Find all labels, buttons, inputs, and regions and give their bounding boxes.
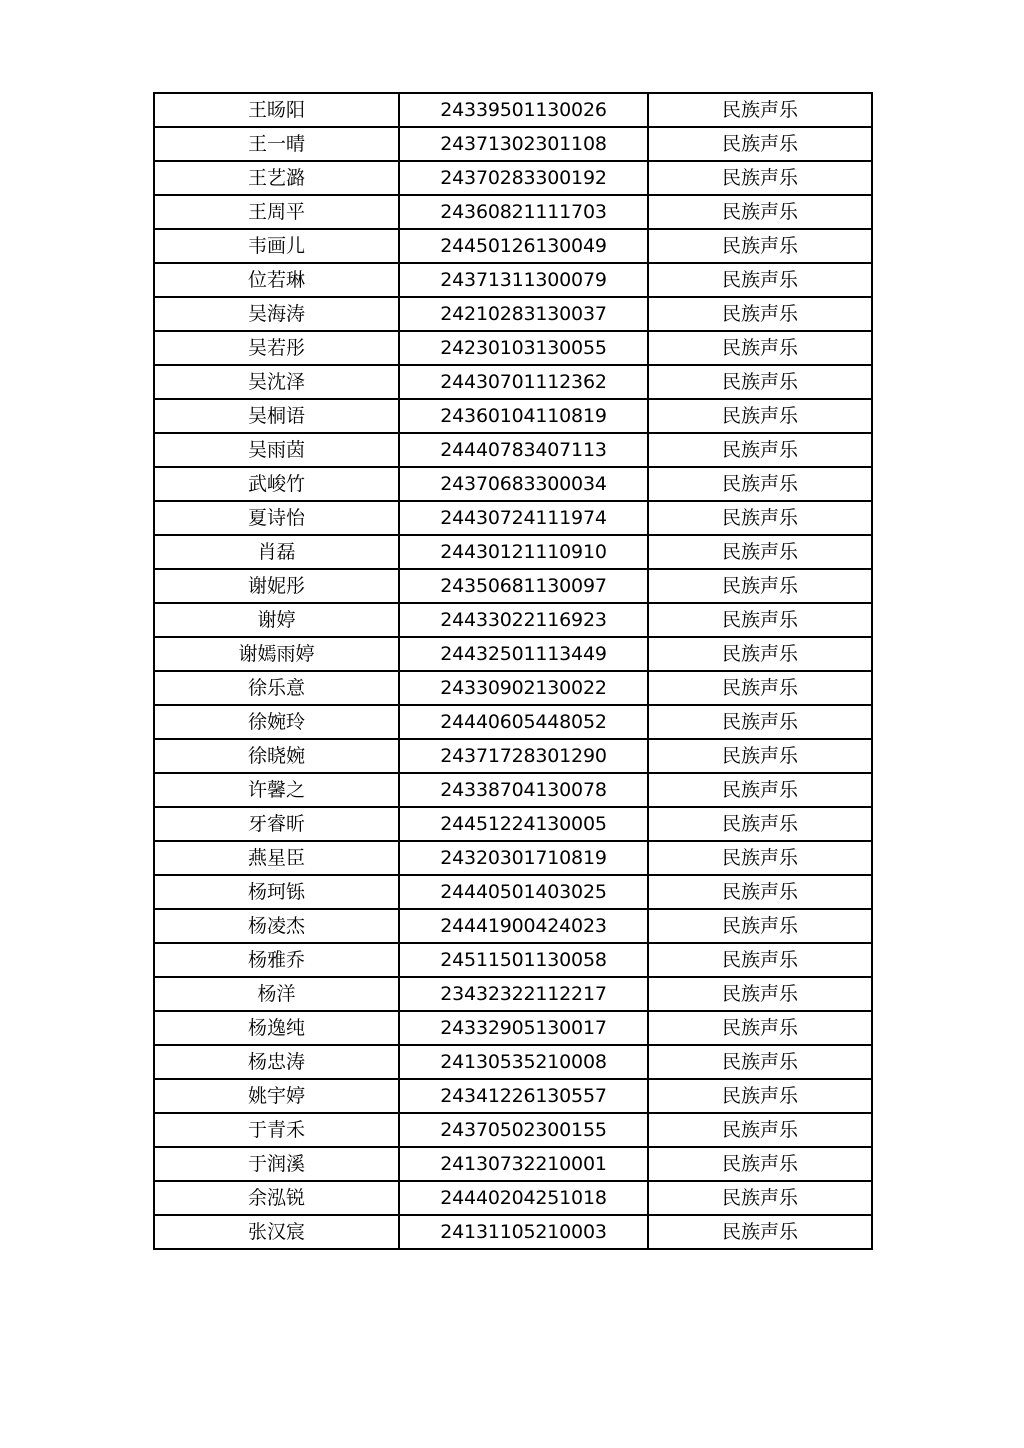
category-cell: 民族声乐 [648,433,872,467]
category-cell: 民族声乐 [648,365,872,399]
name-cell: 徐晓婉 [154,739,399,773]
exam-number-cell: 24330902130022 [399,671,648,705]
table-row [154,875,872,909]
category-cell: 民族声乐 [648,807,872,841]
category-cell: 民族声乐 [648,705,872,739]
table-row [154,773,872,807]
table-row [154,331,872,365]
category-cell: 民族声乐 [648,93,872,127]
category-cell: 民族声乐 [648,1215,872,1249]
table-row [154,535,872,569]
exam-number-cell: 24430724111974 [399,501,648,535]
category-cell: 民族声乐 [648,773,872,807]
category-cell: 民族声乐 [648,467,872,501]
table-row [154,399,872,433]
exam-number-cell: 24440501403025 [399,875,648,909]
table-row [154,433,872,467]
table-row [154,297,872,331]
exam-number-cell: 24433022116923 [399,603,648,637]
name-cell: 吴若彤 [154,331,399,365]
name-cell: 吴桐语 [154,399,399,433]
table-row [154,1045,872,1079]
exam-number-cell: 24320301710819 [399,841,648,875]
name-cell: 于青禾 [154,1113,399,1147]
candidate-table [153,92,873,1250]
exam-number-cell: 24131105210003 [399,1215,648,1249]
name-cell: 姚宇婷 [154,1079,399,1113]
table-row [154,501,872,535]
table-row [154,1113,872,1147]
exam-number-cell: 24440605448052 [399,705,648,739]
name-cell: 吴沈泽 [154,365,399,399]
category-cell: 民族声乐 [648,1181,872,1215]
table-row [154,977,872,1011]
category-cell: 民族声乐 [648,399,872,433]
category-cell: 民族声乐 [648,943,872,977]
table-row [154,1215,872,1249]
category-cell: 民族声乐 [648,1079,872,1113]
name-cell: 王艺潞 [154,161,399,195]
exam-number-cell: 24370283300192 [399,161,648,195]
name-cell: 吴海涛 [154,297,399,331]
table-row [154,705,872,739]
category-cell: 民族声乐 [648,977,872,1011]
name-cell: 徐乐意 [154,671,399,705]
name-cell: 杨洋 [154,977,399,1011]
name-cell: 余泓锐 [154,1181,399,1215]
exam-number-cell: 24370683300034 [399,467,648,501]
table-row [154,603,872,637]
exam-number-cell: 24441900424023 [399,909,648,943]
name-cell: 牙睿昕 [154,807,399,841]
table-row [154,943,872,977]
name-cell: 杨雅乔 [154,943,399,977]
table-row [154,671,872,705]
exam-number-cell: 24360821111703 [399,195,648,229]
table-row [154,127,872,161]
category-cell: 民族声乐 [648,739,872,773]
name-cell: 杨忠涛 [154,1045,399,1079]
exam-number-cell: 24430701112362 [399,365,648,399]
category-cell: 民族声乐 [648,909,872,943]
category-cell: 民族声乐 [648,127,872,161]
category-cell: 民族声乐 [648,297,872,331]
name-cell: 于润溪 [154,1147,399,1181]
category-cell: 民族声乐 [648,263,872,297]
category-cell: 民族声乐 [648,1011,872,1045]
exam-number-cell: 24332905130017 [399,1011,648,1045]
name-cell: 张汉宸 [154,1215,399,1249]
name-cell: 燕星臣 [154,841,399,875]
name-cell: 位若琳 [154,263,399,297]
exam-number-cell: 24450126130049 [399,229,648,263]
table-row [154,1181,872,1215]
exam-number-cell: 24371728301290 [399,739,648,773]
table-row [154,93,872,127]
table-row [154,807,872,841]
category-cell: 民族声乐 [648,603,872,637]
name-cell: 徐婉玲 [154,705,399,739]
exam-number-cell: 24371311300079 [399,263,648,297]
name-cell: 韦画儿 [154,229,399,263]
exam-number-cell: 24440783407113 [399,433,648,467]
category-cell: 民族声乐 [648,1147,872,1181]
exam-number-cell: 23432322112217 [399,977,648,1011]
category-cell: 民族声乐 [648,501,872,535]
name-cell: 谢妮彤 [154,569,399,603]
exam-number-cell: 24360104110819 [399,399,648,433]
exam-number-cell: 24230103130055 [399,331,648,365]
name-cell: 杨珂铄 [154,875,399,909]
table-row [154,195,872,229]
category-cell: 民族声乐 [648,841,872,875]
table-row [154,637,872,671]
category-cell: 民族声乐 [648,161,872,195]
table-row [154,229,872,263]
exam-number-cell: 24341226130557 [399,1079,648,1113]
name-cell: 杨凌杰 [154,909,399,943]
name-cell: 肖磊 [154,535,399,569]
category-cell: 民族声乐 [648,1113,872,1147]
table-row [154,1011,872,1045]
category-cell: 民族声乐 [648,1045,872,1079]
exam-number-cell: 24339501130026 [399,93,648,127]
exam-number-cell: 24210283130037 [399,297,648,331]
name-cell: 王一晴 [154,127,399,161]
name-cell: 吴雨茵 [154,433,399,467]
exam-number-cell: 24370502300155 [399,1113,648,1147]
table-row [154,841,872,875]
table-row [154,909,872,943]
name-cell: 王旸阳 [154,93,399,127]
category-cell: 民族声乐 [648,637,872,671]
table-body [154,93,872,1249]
exam-number-cell: 24338704130078 [399,773,648,807]
exam-number-cell: 24350681130097 [399,569,648,603]
table-row [154,161,872,195]
category-cell: 民族声乐 [648,875,872,909]
name-cell: 杨逸纯 [154,1011,399,1045]
category-cell: 民族声乐 [648,229,872,263]
name-cell: 谢嫣雨婷 [154,637,399,671]
table-row [154,1147,872,1181]
name-cell: 谢婷 [154,603,399,637]
category-cell: 民族声乐 [648,569,872,603]
name-cell: 夏诗怡 [154,501,399,535]
exam-number-cell: 24432501113449 [399,637,648,671]
exam-number-cell: 24451224130005 [399,807,648,841]
exam-number-cell: 24130535210008 [399,1045,648,1079]
category-cell: 民族声乐 [648,535,872,569]
exam-number-cell: 24440204251018 [399,1181,648,1215]
exam-number-cell: 24511501130058 [399,943,648,977]
name-cell: 许馨之 [154,773,399,807]
name-cell: 王周平 [154,195,399,229]
table-row [154,739,872,773]
exam-number-cell: 24130732210001 [399,1147,648,1181]
exam-number-cell: 24430121110910 [399,535,648,569]
exam-number-cell: 24371302301108 [399,127,648,161]
category-cell: 民族声乐 [648,671,872,705]
category-cell: 民族声乐 [648,195,872,229]
name-cell: 武峻竹 [154,467,399,501]
table-row [154,467,872,501]
table-row [154,263,872,297]
category-cell: 民族声乐 [648,331,872,365]
table-row [154,1079,872,1113]
table-row [154,569,872,603]
table-row [154,365,872,399]
